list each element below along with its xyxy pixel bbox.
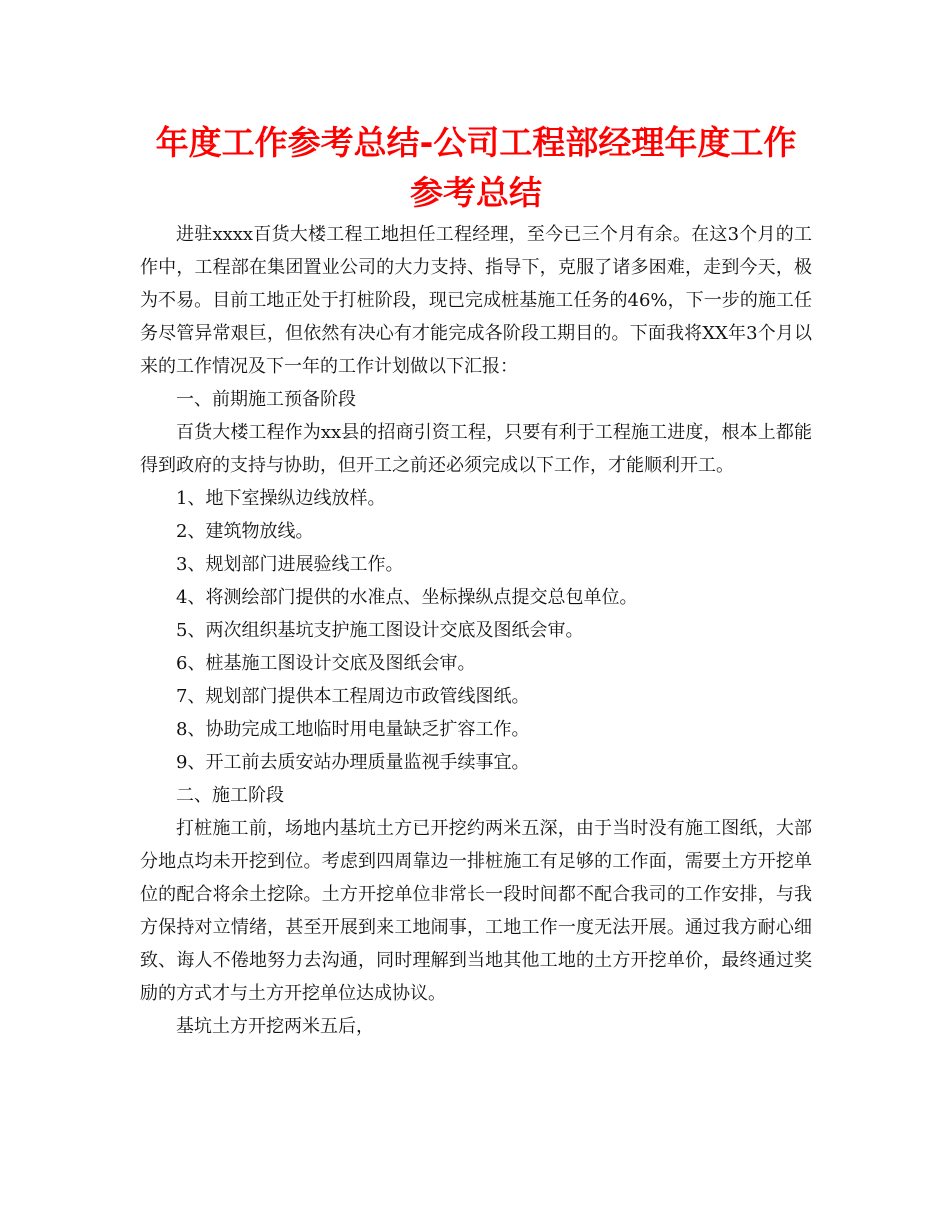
section-paragraph-construction: 打桩施工前，场地内基坑土方已开挖约两米五深，由于当时没有施工图纸，大部分地点均未开挖到位。考虑到四周靠边一排桩施工有足够的工作面，需要土方开挖单位的配合将余土挖除。土方开挖单位非常长一段时间都不配合我司的工作安排，与我方保持对立情绪，甚至开展到来工地闹事，工地工作一度无法开展。通过我方耐心细致、诲人不倦地努力去沟通，同时理解到当地其他工地的土方开挖单价，最终通过奖励的方式才与土方开挖单位达成协议。 bbox=[140, 818, 812, 1004]
prep-task-list bbox=[140, 482, 812, 779]
list-item: 5、两次组织基坑支护施工图设计交底及图纸会审。 bbox=[176, 620, 584, 641]
list-item: 8、协助完成工地临时用电量缺乏扩容工作。 bbox=[176, 719, 530, 740]
trailing-paragraph: 基坑土方开挖两米五后， bbox=[176, 1016, 374, 1037]
list-item: 3、规划部门进展验线工作。 bbox=[176, 554, 404, 575]
section-heading-construction: 二、施工阶段 bbox=[176, 785, 284, 806]
document-body bbox=[140, 218, 812, 1043]
list-item: 4、将测绘部门提供的水准点、坐标操纵点提交总包单位。 bbox=[176, 587, 638, 608]
list-item: 6、桩基施工图设计交底及图纸会审。 bbox=[176, 653, 476, 674]
section-heading-prep: 一、前期施工预备阶段 bbox=[176, 389, 356, 410]
document-page bbox=[140, 118, 812, 1043]
document-title: 年度工作参考总结-公司工程部经理年度工作参考总结 bbox=[155, 123, 797, 212]
section-paragraph-prep: 百货大楼工程作为xx县的招商引资工程，只要有利于工程施工进度，根本上都能得到政府的支持与协助，但开工之前还必须完成以下工作，才能顺利开工。 bbox=[140, 422, 812, 476]
list-item: 9、开工前去质安站办理质量监视手续事宜。 bbox=[176, 752, 530, 773]
intro-paragraph: 进驻xxxx百货大楼工程工地担任工程经理，至今已三个月有余。在这3个月的工作中，工程部在集团置业公司的大力支持、指导下，克服了诸多困难，走到今天，极为不易。目前工地正处于打桩阶段，现已完成桩基施工任务的46%，下一步的施工任务尽管异常艰巨，但依然有决心有才能完成各阶段工期目的。下面我将XX年3个月以来的工作情况及下一年的工作计划做以下汇报： bbox=[140, 224, 812, 377]
list-item: 1、地下室操纵边线放样。 bbox=[176, 488, 386, 509]
list-item: 2、建筑物放线。 bbox=[176, 521, 314, 542]
list-item: 7、规划部门提供本工程周边市政管线图纸。 bbox=[176, 686, 530, 707]
